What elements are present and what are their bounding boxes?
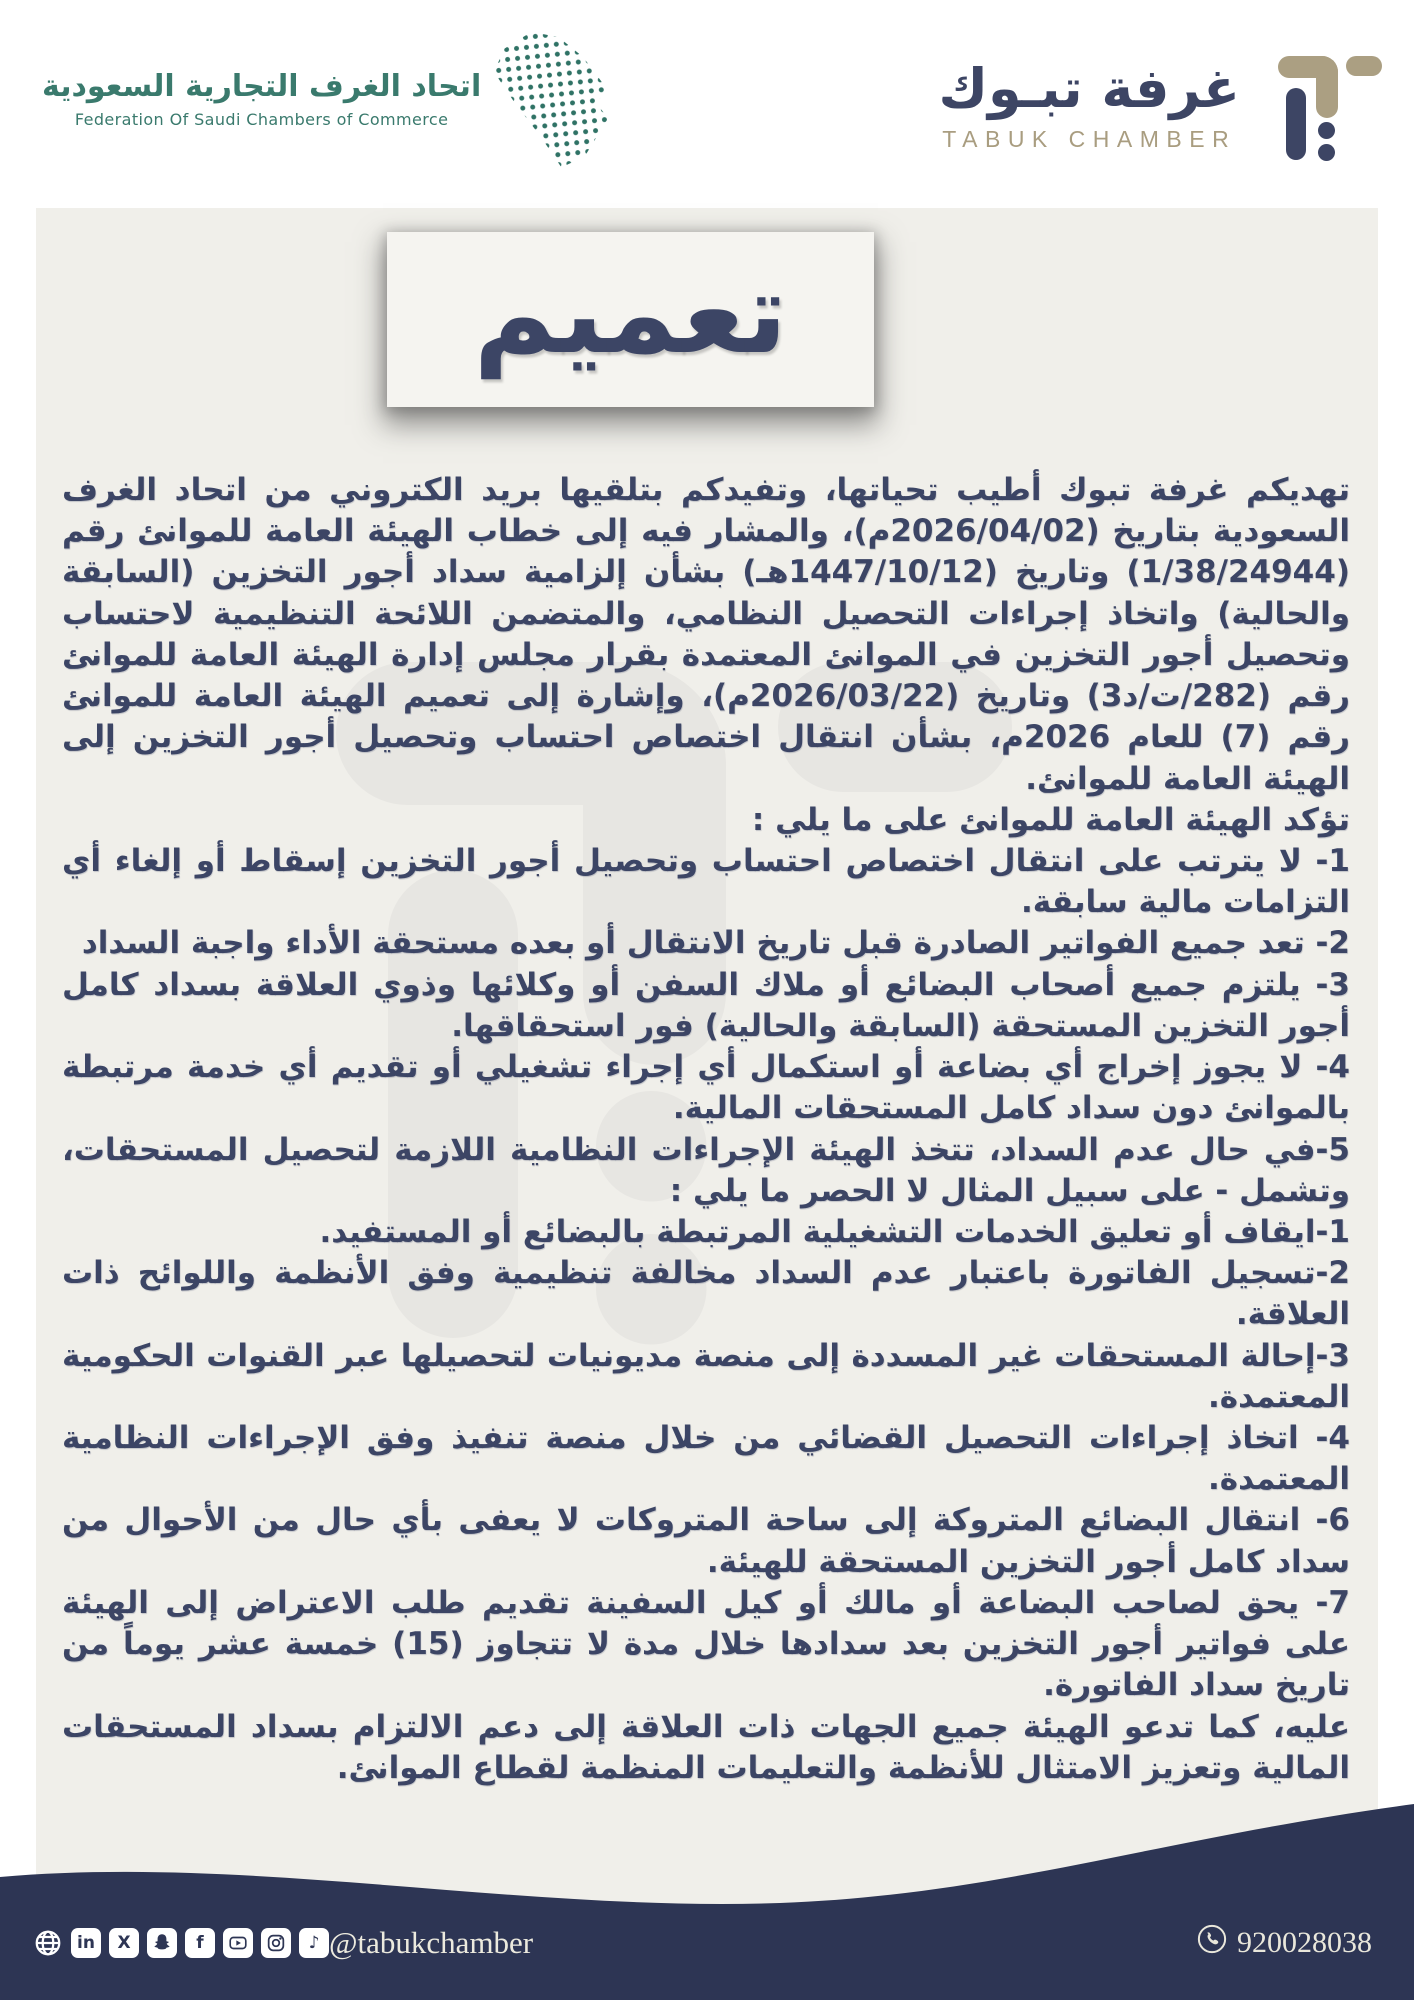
phone-icon bbox=[1197, 1924, 1227, 1962]
affirm-heading: تؤكد الهيئة العامة للموانئ على ما يلي : bbox=[751, 801, 1350, 838]
document-sheet bbox=[36, 208, 1378, 2000]
list-item: 2-تسجيل الفاتورة باعتبار عدم السداد مخالفة تنظيمية وفق الأنظمة واللوائح ذات العلاقة. bbox=[62, 1255, 1350, 1333]
instagram-icon bbox=[261, 1928, 291, 1958]
phone-number: 920028038 bbox=[1237, 1926, 1372, 1959]
list-item: 2- تعد جميع الفواتير الصادرة قبل تاريخ الانتقال أو بعده مستحقة الأداء واجبة السداد bbox=[81, 925, 1350, 962]
document-body bbox=[62, 470, 1350, 1789]
tabuk-logo-arabic-title: غرفة تبـوك bbox=[938, 57, 1240, 120]
document-title: تعميم bbox=[473, 248, 788, 379]
header bbox=[0, 0, 1414, 208]
document-items bbox=[62, 841, 1350, 1707]
list-item: 1- لا يترتب على انتقال اختصاص احتساب وتحصيل أجور التخزين إسقاط أو إلغاء أي التزامات مالية سابقة. bbox=[62, 842, 1350, 921]
fsc-logo-english-title: Federation Of Saudi Chambers of Commerce bbox=[74, 110, 449, 129]
youtube-icon bbox=[223, 1928, 253, 1958]
phone-block bbox=[1197, 1924, 1372, 1962]
footer bbox=[0, 1900, 1414, 2000]
list-item: 5-في حال عدم السداد، تتخذ الهيئة الإجراءات النظامية اللازمة لتحصيل المستحقات، وتشمل - على سبيل المثال لا الحصر ما يلي : bbox=[62, 1131, 1350, 1209]
document-title-box bbox=[387, 232, 874, 407]
intro-paragraph: تهديكم غرفة تبوك أطيب تحياتها، وتفيدكم بتلقيها بريد الكتروني من اتحاد الغرف السعودية بتاريخ (2026/04/02م)، والمشار فيه إلى خطاب الهيئة العامة للموانئ رقم (1/38/24944) وتاريخ (1447/10/12هـ) بشأن إلزامية سداد أجور التخزين (السابقة والحالية) واتخاذ إجراءات التحصيل النظامي، والمتضمن اللائحة التنظيمية لاحتساب وتحصيل أجور التخزين في الموانئ المعتمدة بقرار مجلس إدارة الهيئة العامة للموانئ رقم (282/ت/د3) وتاريخ (2026/03/22م)، وإشارة إلى تعميم الهيئة العامة للموانئ رقم (7) للعام 2026م، بشأن انتقال اختصاص احتساب وتحصيل أجور التخزين إلى الهيئة العامة للموانئ. bbox=[62, 472, 1351, 797]
list-item: 3-إحالة المستحقات غير المسددة إلى منصة مديونيات لتحصيلها عبر القنوات الحكومية المعتمدة. bbox=[62, 1337, 1350, 1415]
list-item: 4- لا يجوز إخراج أي بضاعة أو استكمال أي إجراء تشغيلي أو تقديم أي خدمة مرتبطة بالموانئ دون سداد كامل المستحقات المالية. bbox=[62, 1049, 1350, 1127]
tabuk-chamber-logo bbox=[938, 40, 1408, 162]
snapchat-icon bbox=[147, 1928, 177, 1958]
closing-paragraph: عليه، كما تدعو الهيئة جميع الجهات ذات العلاقة إلى دعم الالتزام بسداد المستحقات المالية وتعزيز الامتثال للأنظمة والتعليمات المنظمة لقطاع الموانئ. bbox=[62, 1708, 1350, 1786]
list-item: 7- يحق لصاحب البضاعة أو مالك أو كيل السفينة تقديم طلب الاعتراض إلى الهيئة على فواتير أجور التخزين بعد سدادها خلال مدة لا تتجاوز (15) خمسة عشر يوماً من تاريخ سداد الفاتورة. bbox=[62, 1584, 1350, 1704]
list-item: 4- اتخاذ إجراءات التحصيل القضائي من خلال منصة تنفيذ وفق الإجراءات النظامية المعتمدة. bbox=[62, 1420, 1350, 1498]
fsc-logo bbox=[42, 30, 607, 168]
tabuk-logo-english-title: TABUK CHAMBER bbox=[942, 126, 1237, 152]
website-icon bbox=[33, 1928, 63, 1958]
x-icon: X bbox=[109, 1928, 139, 1958]
list-item: 3- يلتزم جميع أصحاب البضائع أو ملاك السفن أو وكلائها وذوي العلاقة بسداد كامل أجور التخزين المستحقة (السابقة والحالية) فور استحقاقها. bbox=[62, 966, 1350, 1044]
facebook-icon: f bbox=[185, 1928, 215, 1958]
linkedin-icon: in bbox=[71, 1928, 101, 1958]
social-icons bbox=[33, 1928, 329, 1958]
list-item: 1-ايقاف أو تعليق الخدمات التشغيلية المرتبطة بالبضائع أو المستفيد. bbox=[319, 1213, 1350, 1250]
social-handle: @tabukchamber bbox=[329, 1925, 534, 1960]
fsc-logo-arabic-title: اتحاد الغرف التجارية السعودية bbox=[42, 69, 482, 104]
tiktok-icon: ♪ bbox=[299, 1928, 329, 1958]
saudi-map-dots-icon bbox=[490, 25, 614, 174]
list-item: 6- انتقال البضائع المتروكة إلى ساحة المتروكات لا يعفى بأي حال من الأحوال من سداد كامل أجور التخزين المستحقة للهيئة. bbox=[62, 1502, 1350, 1580]
tabuk-chamber-mark-icon bbox=[1278, 40, 1408, 162]
